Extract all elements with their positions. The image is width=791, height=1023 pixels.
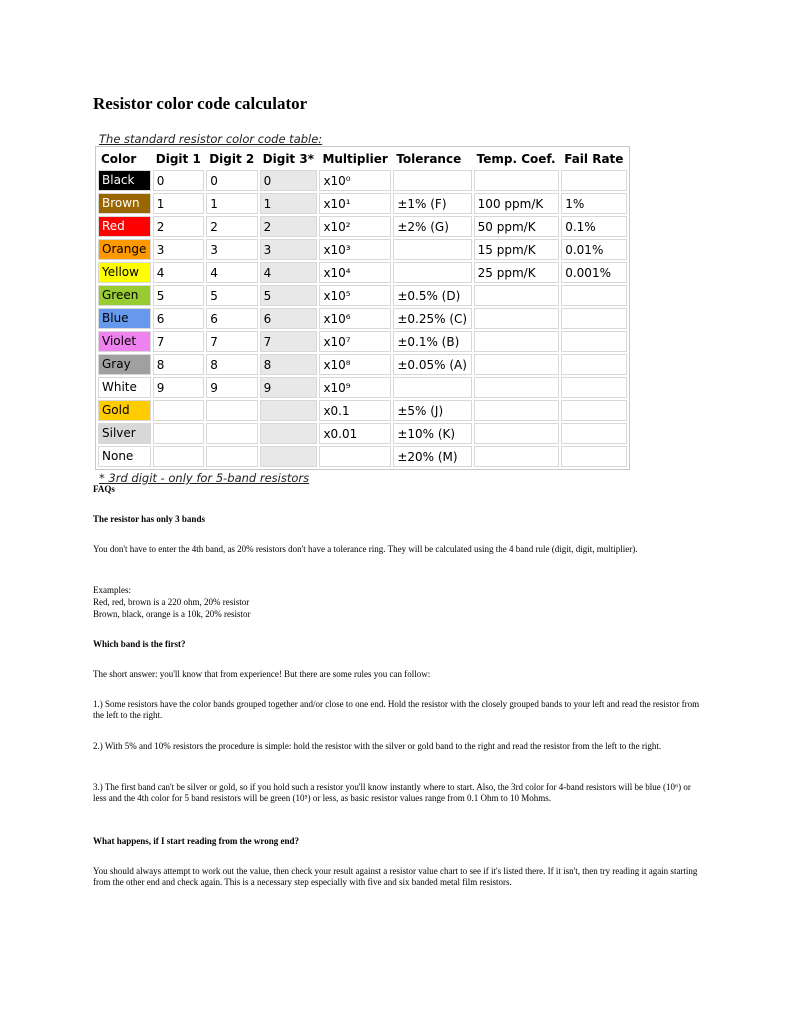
digit1-cell [153, 423, 204, 444]
example-2: Brown, black, orange is a 10k, 20% resistor [93, 609, 251, 619]
color-name-cell [98, 331, 151, 352]
color-name-cell [98, 308, 151, 329]
color-code-table-image [95, 132, 633, 485]
header-temp-coef: Temp. Coef. [476, 151, 556, 166]
digit1-cell: 8 [153, 354, 204, 375]
table-row [98, 285, 627, 306]
fail-rate-cell [561, 285, 627, 306]
digit2-cell: 0 [206, 170, 257, 191]
digit2-cell: 5 [206, 285, 257, 306]
multiplier-cell: x0.1 [319, 400, 391, 421]
color-name-cell [98, 285, 151, 306]
table-row [98, 193, 627, 214]
digit1-cell: 9 [153, 377, 204, 398]
table-header-row [98, 149, 627, 168]
digit1-cell [153, 446, 204, 467]
digit2-cell: 8 [206, 354, 257, 375]
temp-coef-cell [474, 423, 560, 444]
digit3-cell: 8 [260, 354, 318, 375]
fail-rate-cell [561, 446, 627, 467]
color-code-table [95, 146, 630, 470]
color-name-cell [98, 400, 151, 421]
tolerance-cell: ±10% (K) [393, 423, 471, 444]
digit3-cell [260, 423, 318, 444]
rule-2: 2.) With 5% and 10% resistors the procedure is simple: hold the resistor with the silver or gold band to the right and read the resistor from the left to the right. [93, 741, 662, 751]
digit2-cell: 1 [206, 193, 257, 214]
header-tolerance: Tolerance [396, 151, 462, 166]
multiplier-cell: x10⁶ [319, 308, 391, 329]
digit3-cell: 0 [260, 170, 318, 191]
digit3-cell: 1 [260, 193, 318, 214]
tolerance-cell: ±0.5% (D) [393, 285, 471, 306]
faq-answer-1: You don't have to enter the 4th band, as 20% resistors don't have a tolerance ring. They will be calculated using the 4 band rule (digit, digit, multiplier). [93, 544, 638, 554]
table-row [98, 239, 627, 260]
fail-rate-cell [561, 331, 627, 352]
faq-answer-3: You should always attempt to work out the value, then check your result against a resistor value chart to see if it's listed there. If it isn't, then try reading it again starting from the other end and check again. This is a necessary step especially with five and six banded metal film resistors. [93, 866, 698, 887]
temp-coef-cell [474, 331, 560, 352]
color-name-cell [98, 354, 151, 375]
temp-coef-cell: 25 ppm/K [474, 262, 560, 283]
temp-coef-cell [474, 354, 560, 375]
multiplier-cell: x10⁵ [319, 285, 391, 306]
multiplier-cell: x10² [319, 216, 391, 237]
header-digit3: Digit 3* [262, 151, 314, 166]
digit2-cell: 2 [206, 216, 257, 237]
table-row [98, 377, 627, 398]
temp-coef-cell: 15 ppm/K [474, 239, 560, 260]
temp-coef-cell [474, 308, 560, 329]
color-swatch: Silver [99, 424, 150, 443]
table-row [98, 423, 627, 444]
digit2-cell [206, 400, 257, 421]
tolerance-cell: ±0.1% (B) [393, 331, 471, 352]
color-swatch: Blue [99, 309, 150, 328]
color-swatch: Red [99, 217, 150, 236]
digit2-cell: 4 [206, 262, 257, 283]
table-row [98, 400, 627, 421]
table-row [98, 354, 627, 375]
color-swatch: Gold [99, 401, 150, 420]
digit3-cell: 2 [260, 216, 318, 237]
page-title: Resistor color code calculator [93, 94, 308, 113]
digit2-cell: 3 [206, 239, 257, 260]
multiplier-cell: x10⁴ [319, 262, 391, 283]
tolerance-cell: ±5% (J) [393, 400, 471, 421]
digit2-cell [206, 446, 257, 467]
header-digit2: Digit 2 [209, 151, 255, 166]
tolerance-cell [393, 262, 471, 283]
faq-question-3: What happens, if I start reading from the wrong end? [93, 836, 300, 846]
fail-rate-cell [561, 170, 627, 191]
temp-coef-cell [474, 285, 560, 306]
tolerance-cell [393, 239, 471, 260]
color-swatch: Brown [99, 194, 150, 213]
digit3-cell: 6 [260, 308, 318, 329]
digit2-cell: 9 [206, 377, 257, 398]
header-digit1: Digit 1 [155, 151, 201, 166]
tolerance-cell: ±0.05% (A) [393, 354, 471, 375]
color-swatch: White [99, 378, 150, 397]
rule-1: 1.) Some resistors have the color bands grouped together and/or close to one end. Hold the resistor with the closely grouped bands to your left and read the resistor from the left to the right. [93, 699, 700, 720]
multiplier-cell: x10¹ [319, 193, 391, 214]
digit2-cell: 6 [206, 308, 257, 329]
digit3-cell [260, 446, 318, 467]
table-row [98, 308, 627, 329]
table-row [98, 216, 627, 237]
temp-coef-cell: 50 ppm/K [474, 216, 560, 237]
digit1-cell: 1 [153, 193, 204, 214]
fail-rate-cell [561, 308, 627, 329]
fail-rate-cell: 0.01% [561, 239, 627, 260]
multiplier-cell [319, 446, 391, 467]
temp-coef-cell [474, 446, 560, 467]
fail-rate-cell [561, 354, 627, 375]
color-name-cell [98, 170, 151, 191]
header-color: Color [101, 151, 137, 166]
digit3-cell: 4 [260, 262, 318, 283]
color-swatch: Gray [99, 355, 150, 374]
fail-rate-cell [561, 377, 627, 398]
header-fail-rate: Fail Rate [564, 151, 624, 166]
multiplier-cell: x0.01 [319, 423, 391, 444]
rule-3: 3.) The first band can't be silver or gold, so if you hold such a resistor you'll know instantly where to start. Also, the 3rd color for 4-band resistors will be blue (10⁶) or less and the 4th color for 5 band resistors will be green (10⁵) or less, as basic resistor values range from 0.1 Ohm to 10 Mohms. [93, 782, 691, 803]
digit1-cell [153, 400, 204, 421]
color-name-cell [98, 423, 151, 444]
digit3-cell: 5 [260, 285, 318, 306]
fail-rate-cell [561, 400, 627, 421]
tolerance-cell [393, 377, 471, 398]
color-swatch: Black [99, 171, 150, 190]
multiplier-cell: x10⁰ [319, 170, 391, 191]
digit3-cell: 9 [260, 377, 318, 398]
tolerance-cell: ±1% (F) [393, 193, 471, 214]
table-footnote: * 3rd digit - only for 5-band resistors [99, 471, 310, 485]
digit3-cell: 3 [260, 239, 318, 260]
fail-rate-cell: 0.1% [561, 216, 627, 237]
temp-coef-cell [474, 400, 560, 421]
multiplier-cell: x10⁹ [319, 377, 391, 398]
table-row [98, 170, 627, 191]
tolerance-cell: ±2% (G) [393, 216, 471, 237]
faq-heading: FAQs [93, 484, 115, 494]
multiplier-cell: x10⁸ [319, 354, 391, 375]
multiplier-cell: x10³ [319, 239, 391, 260]
faq-question-1: The resistor has only 3 bands [93, 514, 205, 524]
color-swatch: Yellow [99, 263, 150, 282]
color-name-cell [98, 446, 151, 467]
temp-coef-cell: 100 ppm/K [474, 193, 560, 214]
fail-rate-cell [561, 423, 627, 444]
color-swatch: None [99, 447, 150, 466]
color-name-cell [98, 377, 151, 398]
color-swatch: Green [99, 286, 150, 305]
temp-coef-cell [474, 377, 560, 398]
temp-coef-cell [474, 170, 560, 191]
tolerance-cell [393, 170, 471, 191]
digit1-cell: 3 [153, 239, 204, 260]
digit3-cell: 7 [260, 331, 318, 352]
table-caption: The standard resistor color code table: [99, 132, 323, 146]
digit1-cell: 5 [153, 285, 204, 306]
multiplier-cell: x10⁷ [319, 331, 391, 352]
color-name-cell [98, 216, 151, 237]
tolerance-cell: ±20% (M) [393, 446, 471, 467]
tolerance-cell: ±0.25% (C) [393, 308, 471, 329]
color-name-cell [98, 239, 151, 260]
color-name-cell [98, 262, 151, 283]
fail-rate-cell: 0.001% [561, 262, 627, 283]
digit1-cell: 6 [153, 308, 204, 329]
digit2-cell: 7 [206, 331, 257, 352]
digit3-cell [260, 400, 318, 421]
header-multiplier: Multiplier [322, 151, 388, 166]
digit1-cell: 4 [153, 262, 204, 283]
fail-rate-cell: 1% [561, 193, 627, 214]
digit1-cell: 7 [153, 331, 204, 352]
digit2-cell [206, 423, 257, 444]
table-row [98, 262, 627, 283]
color-swatch: Orange [99, 240, 150, 259]
digit1-cell: 2 [153, 216, 204, 237]
table-row [98, 446, 627, 467]
color-swatch: Violet [99, 332, 150, 351]
color-name-cell [98, 193, 151, 214]
table-row [98, 331, 627, 352]
faq-answer-2: The short answer: you'll know that from experience! But there are some rules you can follow: [93, 669, 431, 679]
example-1: Red, red, brown is a 220 ohm, 20% resistor [93, 597, 250, 607]
faq-question-2: Which band is the first? [93, 639, 186, 649]
digit1-cell: 0 [153, 170, 204, 191]
examples-label: Examples: [93, 585, 131, 595]
